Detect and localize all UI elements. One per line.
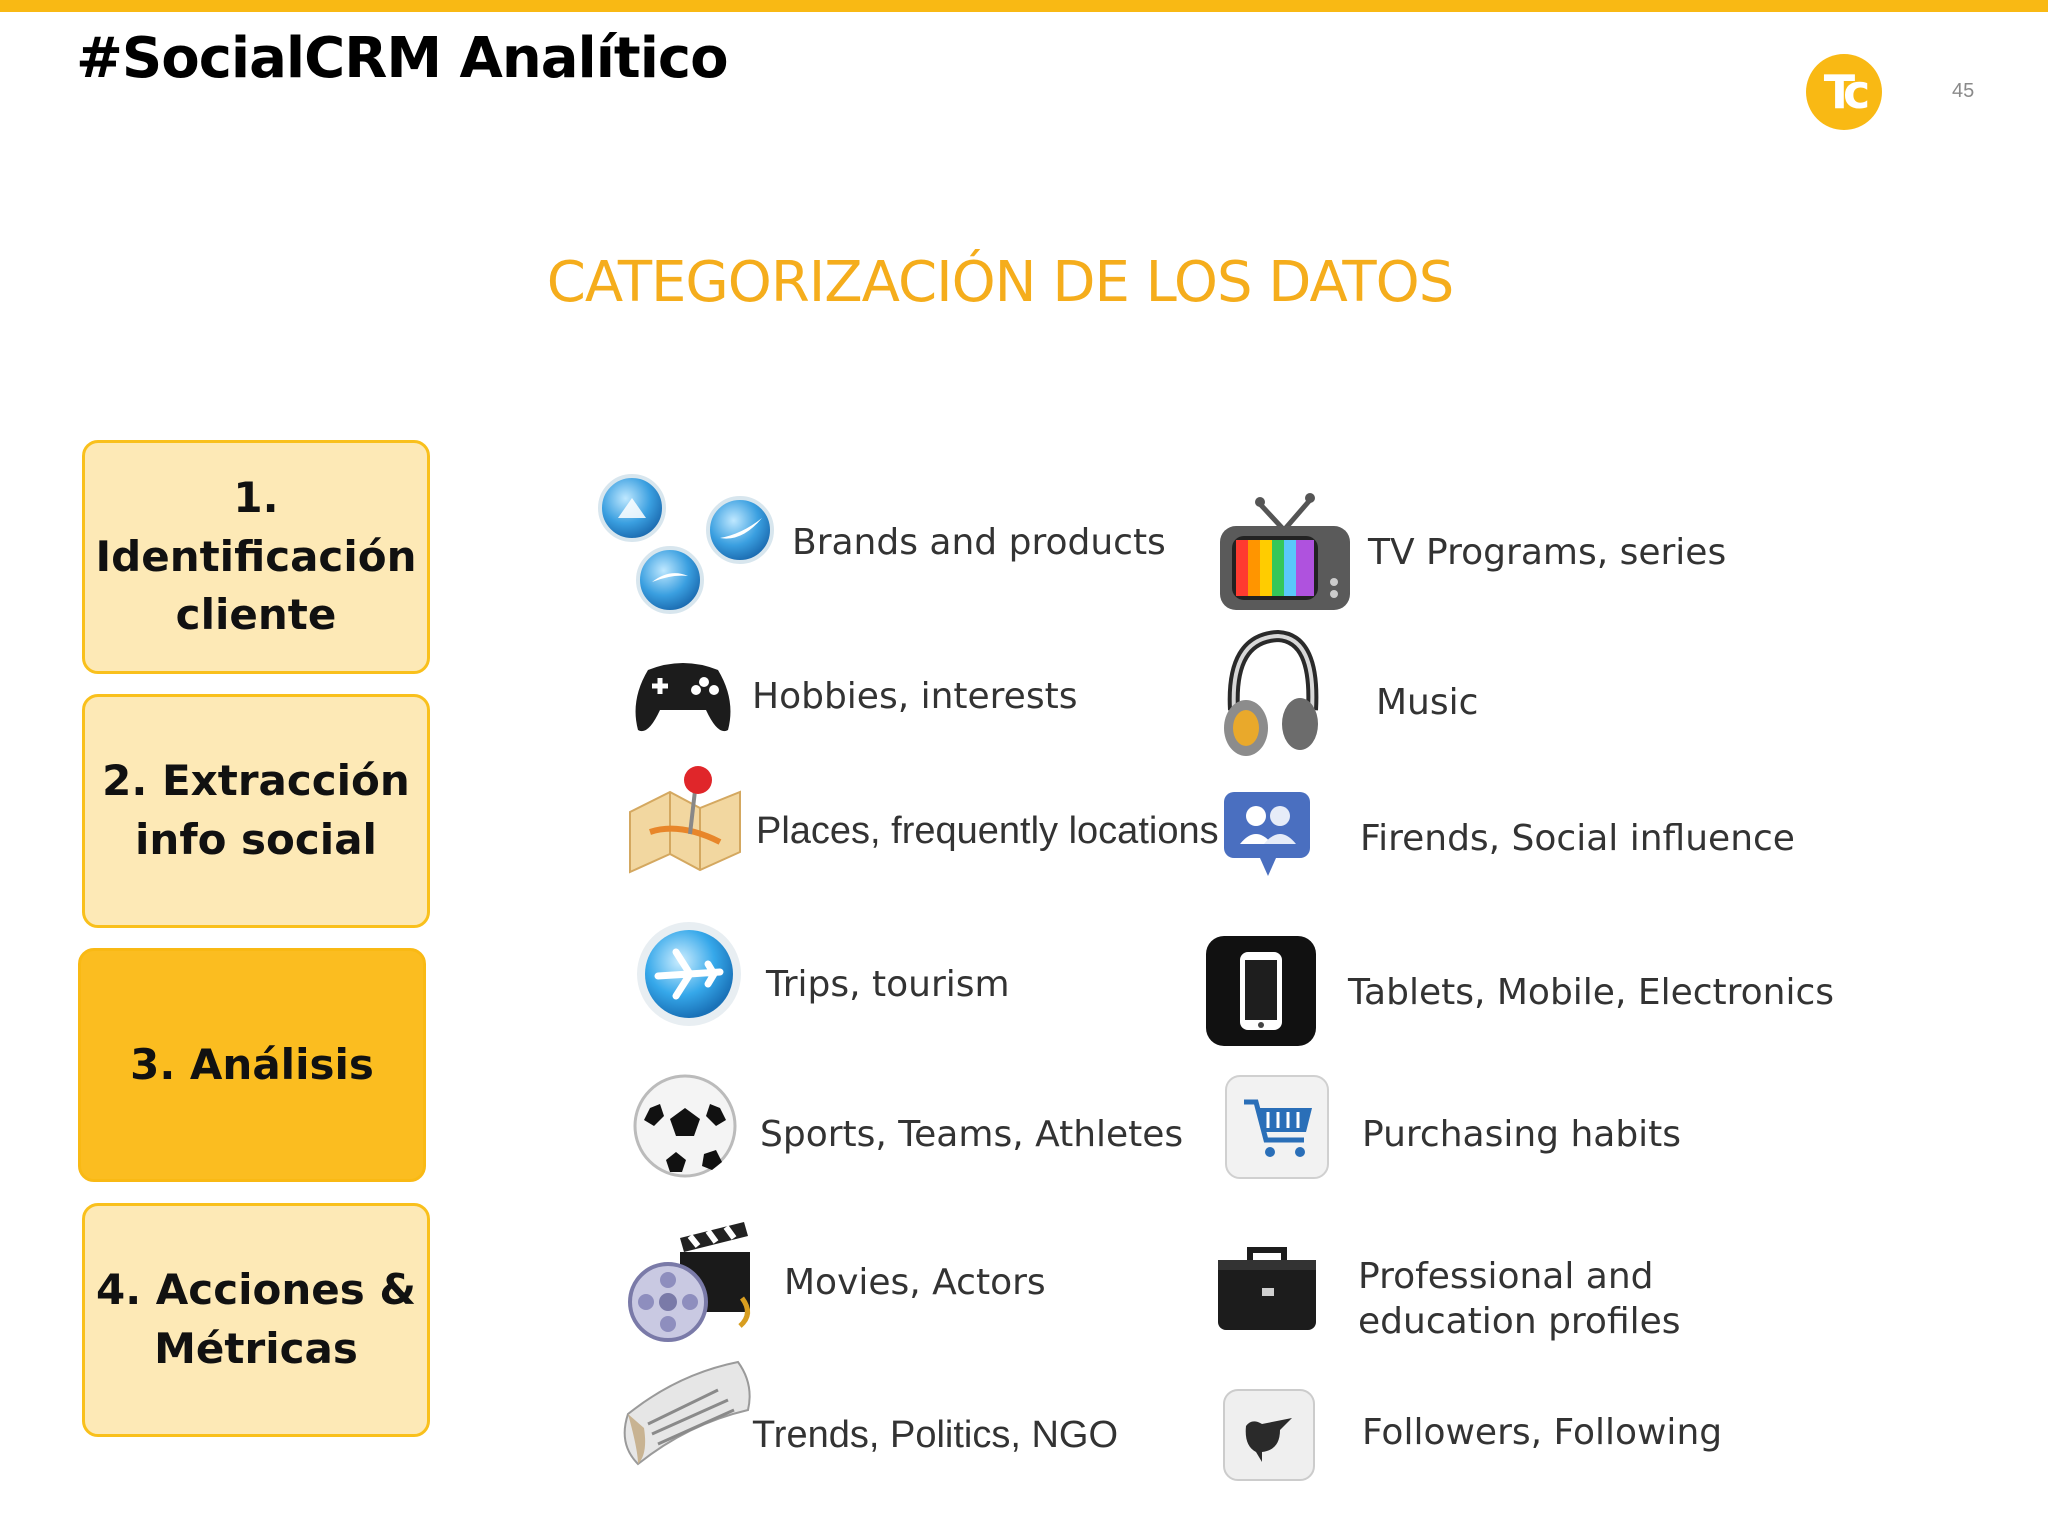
step-extraccion: 2. Extracción info social [82,694,430,928]
friends-icon [1220,788,1316,884]
page-title: #SocialCRM Analítico [76,26,728,91]
tc-logo: Tc [1806,54,1882,130]
category-label-hobbies: Hobbies, interests [752,676,1078,717]
shopping-cart-icon [1224,1074,1330,1180]
section-heading: CATEGORIZACIÓN DE LOS DATOS [546,250,1454,315]
soccer-ball-icon [630,1070,740,1186]
category-label-purchasing: Purchasing habits [1362,1114,1682,1155]
bird-icon [1222,1388,1316,1482]
category-label-trips: Trips, tourism [766,964,1010,1005]
category-label-movies: Movies, Actors [784,1262,1046,1303]
step-acciones: 4. Acciones & Métricas [82,1203,430,1437]
category-label-trends: Trends, Politics, NGO [752,1414,1119,1456]
category-label-sports: Sports, Teams, Athletes [760,1114,1184,1155]
category-label-places: Places, frequently locations [756,810,1219,852]
category-label-tv: TV Programs, series [1368,532,1727,573]
top-accent-bar [0,0,2048,12]
brand-logos-icon [592,468,778,618]
map-pin-icon [620,762,750,880]
step-analisis: 3. Análisis [78,948,426,1182]
newspaper-icon [608,1354,758,1474]
step-identificacion: 1. Identificación cliente [82,440,430,674]
briefcase-icon [1216,1244,1318,1332]
category-label-tablets: Tablets, Mobile, Electronics [1348,972,1835,1013]
category-label-friends: Firends, Social influence [1360,818,1795,859]
airplane-icon [630,918,748,1036]
category-label-followers: Followers, Following [1362,1412,1723,1453]
tv-icon [1214,470,1356,612]
headphones-icon [1216,624,1326,764]
page-number: 45 [1952,80,1975,102]
category-label-music: Music [1376,682,1479,723]
film-clapper-icon [620,1218,760,1342]
gamepad-icon [628,650,738,740]
smartphone-icon [1204,934,1318,1048]
category-label-professional: Professional and education profiles [1358,1256,1681,1342]
category-label-brands: Brands and products [792,522,1166,563]
